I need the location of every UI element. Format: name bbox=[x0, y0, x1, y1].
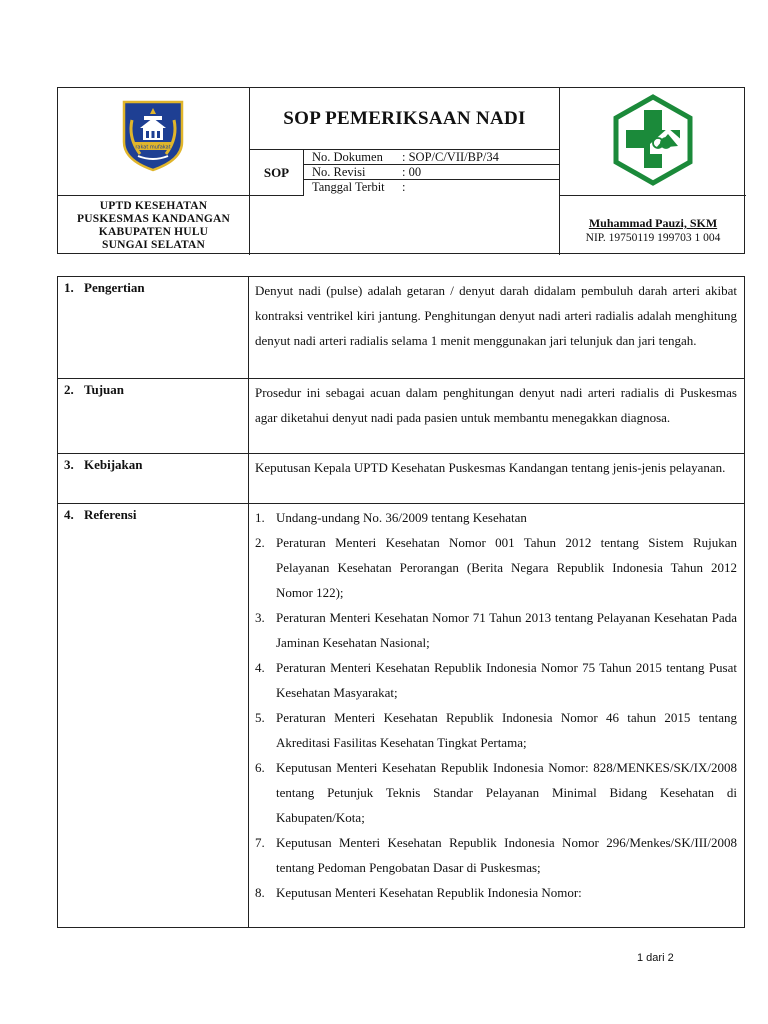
organization-line: KABUPATEN HULU bbox=[98, 226, 209, 238]
reference-item: 6. Keputusan Menteri Kesehatan Republik Indonesia Nomor: 828/MENKES/SK/IX/2008 tentang Petunjuk Teknis Standar Pelayanan Minimal Bidang Kesehatan di Kabupaten/Kota; bbox=[255, 760, 737, 825]
section-number: 2. bbox=[64, 382, 74, 397]
organization-line: PUSKESMAS KANDANGAN bbox=[77, 213, 230, 225]
section-number: 4. bbox=[64, 507, 74, 522]
section-number: 1. bbox=[64, 280, 74, 295]
sop-label-cell bbox=[250, 150, 304, 196]
page-number: 1 dari 2 bbox=[637, 952, 674, 964]
document-meta-cell bbox=[304, 150, 560, 196]
section-label: Kebijakan bbox=[84, 457, 143, 472]
reference-list-cell bbox=[255, 505, 737, 905]
signer-nip: NIP. 19750119 199703 1 004 bbox=[585, 232, 721, 244]
document-title: SOP PEMERIKSAAN NADI bbox=[283, 108, 526, 129]
reference-item: 7. Keputusan Menteri Kesehatan Republik Indonesia Nomor 296/Menkes/SK/III/2008 tentang Pedoman Pengobatan Dasar di Puskesmas; bbox=[255, 835, 737, 875]
title-cell bbox=[250, 88, 560, 150]
regency-emblem-cell bbox=[58, 88, 250, 196]
section-label-cell bbox=[58, 504, 249, 928]
section-row-pengertian bbox=[58, 277, 744, 379]
signer-name: Muhammad Pauzi, SKM bbox=[588, 216, 718, 230]
section-text: Prosedur ini sebagai acuan dalam penghitungan denyut nadi arteri radialis di Puskesmas agar diketahui denyut nadi pada pasien untuk membantu menegakkan diagnosa. bbox=[255, 385, 737, 425]
signature-space-cell bbox=[250, 196, 560, 255]
regency-emblem-icon bbox=[120, 98, 186, 172]
organization-line: SUNGAI SELATAN bbox=[101, 239, 206, 251]
puskesmas-logo-cell bbox=[560, 88, 746, 196]
section-text: Denyut nadi (pulse) adalah getaran / denyut darah didalam pembuluh darah arteri akibat kontraksi ventrikel kiri jantung. Penghitungan denyut nadi arteri radialis adalah menghitung denyut nadi arteri radialis selama 1 menit menggunakan jari telunjuk dan jari tengah. bbox=[255, 283, 737, 348]
meta-row-issue-date bbox=[304, 180, 560, 195]
meta-value: : 00 bbox=[402, 165, 422, 179]
emblem-ribbon-text: rakat mufakat bbox=[135, 144, 171, 151]
reference-item: 1. Undang-undang No. 36/2009 tentang Kesehatan bbox=[255, 510, 527, 525]
section-number: 3. bbox=[64, 457, 74, 472]
reference-item: 2. Peraturan Menteri Kesehatan Nomor 001 Tahun 2012 tentang Sistem Rujukan Pelayanan Kesehatan Perorangan (Berita Negara Republik Indonesia Tahun 2012 Nomor 122); bbox=[255, 535, 737, 600]
section-label: Tujuan bbox=[84, 382, 124, 397]
meta-row-revision bbox=[304, 165, 560, 180]
reference-list bbox=[255, 505, 737, 905]
section-row-kebijakan bbox=[58, 454, 744, 504]
section-row-tujuan bbox=[58, 379, 744, 454]
sop-content-table bbox=[57, 276, 745, 928]
section-label-cell bbox=[58, 454, 249, 503]
organization-cell bbox=[58, 196, 250, 255]
section-label-cell bbox=[58, 277, 249, 378]
reference-item: 8. Keputusan Menteri Kesehatan Republik Indonesia Nomor: bbox=[255, 885, 582, 900]
section-text: Keputusan Kepala UPTD Kesehatan Puskesmas Kandangan tentang jenis-jenis pelayanan. bbox=[255, 460, 726, 475]
meta-value: : bbox=[402, 180, 406, 194]
meta-value: : SOP/C/VII/BP/34 bbox=[402, 150, 499, 164]
signer-cell bbox=[560, 196, 746, 255]
section-row-referensi bbox=[58, 504, 744, 928]
reference-item: 3. Peraturan Menteri Kesehatan Nomor 71 Tahun 2013 tentang Pelayanan Kesehatan Pada Jaminan Kesehatan Nasional; bbox=[255, 610, 737, 650]
reference-item: 5. Peraturan Menteri Kesehatan Republik Indonesia Nomor 46 tahun 2015 tentang Akreditasi Fasilitas Kesehatan Tingkat Pertama; bbox=[255, 710, 737, 750]
meta-row-document-number bbox=[304, 150, 560, 165]
reference-item: 4. Peraturan Menteri Kesehatan Republik Indonesia Nomor 75 Tahun 2015 tentang Pusat Kesehatan Masyarakat; bbox=[255, 660, 737, 700]
sop-label: SOP bbox=[263, 165, 290, 180]
sop-header-table bbox=[57, 87, 745, 254]
meta-key: No. Revisi bbox=[312, 165, 366, 179]
puskesmas-logo-icon bbox=[612, 94, 694, 186]
meta-key: Tanggal Terbit bbox=[312, 180, 385, 194]
organization-name bbox=[58, 200, 249, 252]
section-label: Referensi bbox=[84, 507, 137, 522]
section-label-cell bbox=[58, 379, 249, 453]
section-label: Pengertian bbox=[84, 280, 145, 295]
meta-key: No. Dokumen bbox=[312, 150, 383, 164]
organization-line: UPTD KESEHATAN bbox=[99, 200, 208, 212]
